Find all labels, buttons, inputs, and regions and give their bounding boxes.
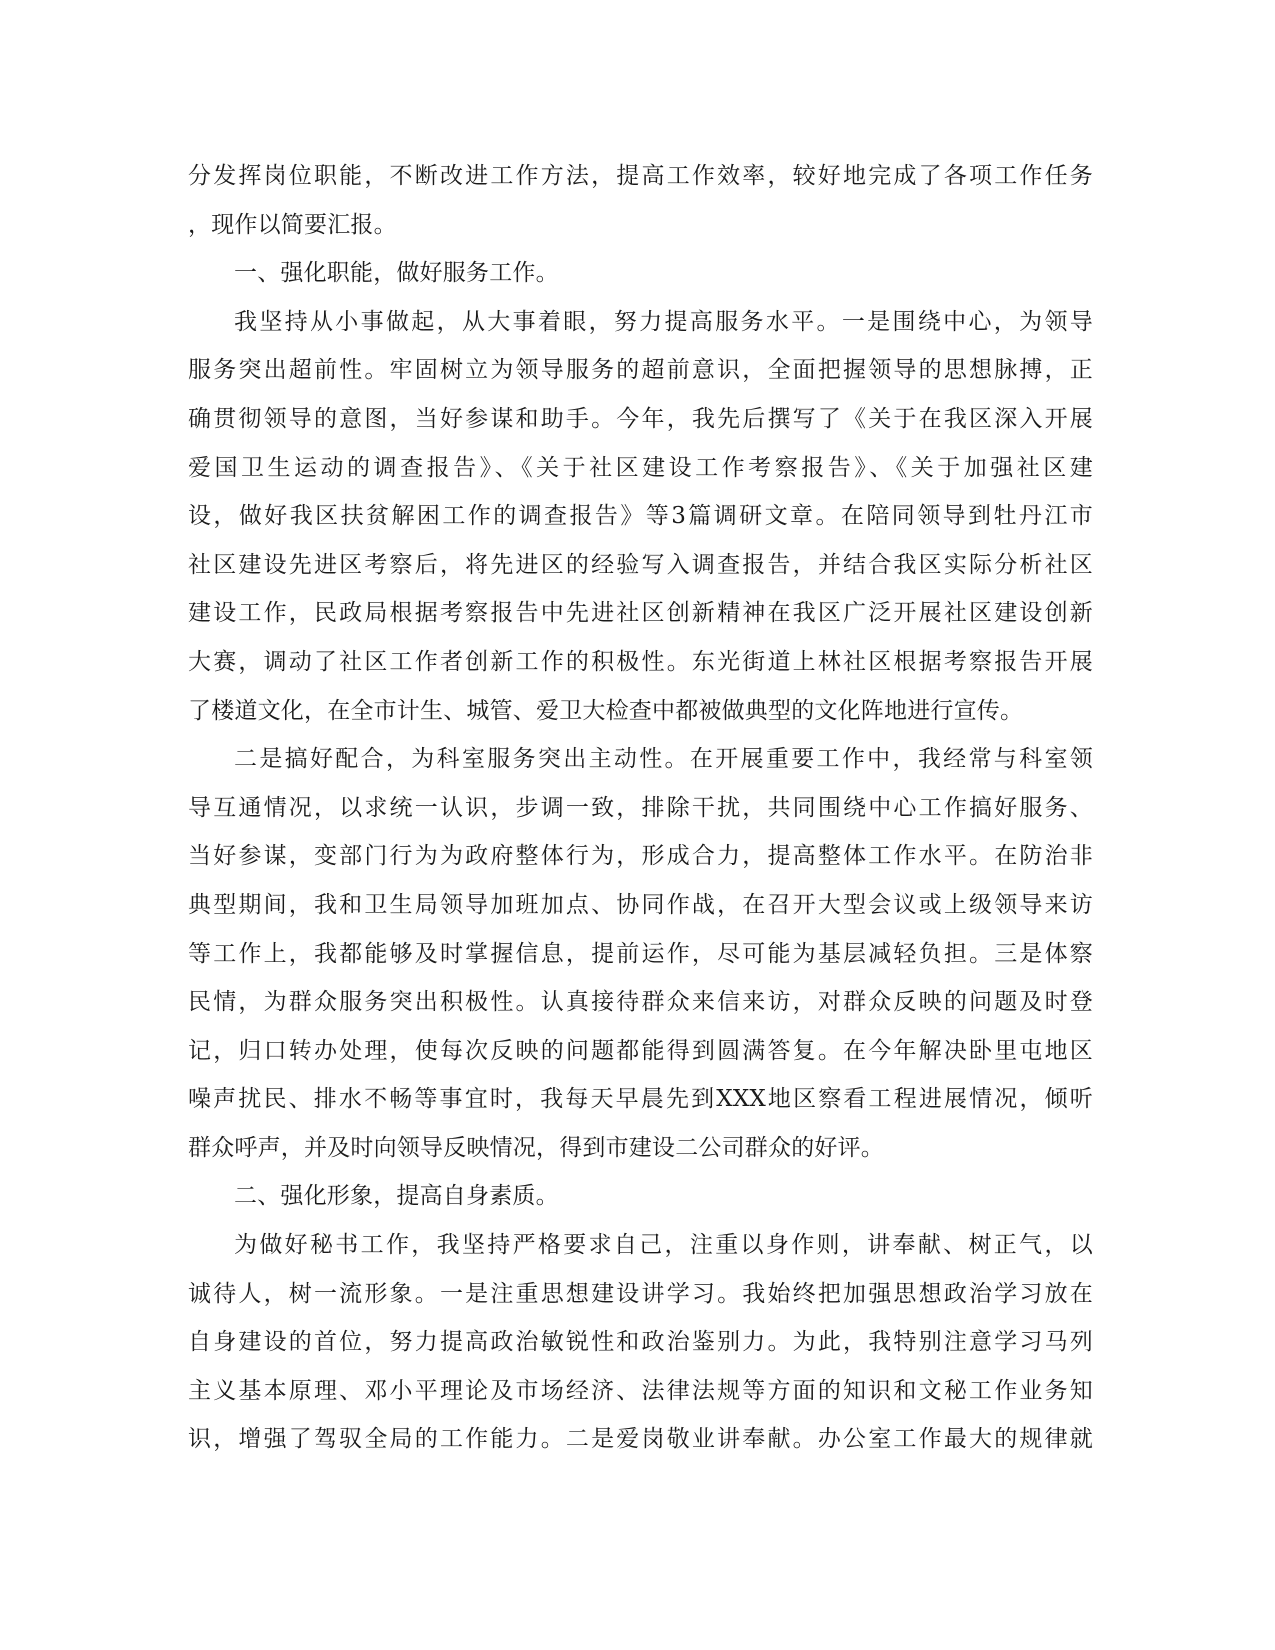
text-line: 等工作上，我都能够及时掌握信息，提前运作，尽可能为基层减轻负担。三是体察 <box>188 940 1093 967</box>
text-line: 诚待人，树一流形象。一是注重思想建设讲学习。我始终把加强思想政治学习放在 <box>188 1280 1093 1307</box>
text-line: 服务突出超前性。牢固树立为领导服务的超前意识，全面把握领导的思想脉搏，正 <box>188 357 1093 384</box>
text-line: 了楼道文化，在全市计生、城管、爱卫大检查中都被做典型的文化阵地进行宣传。 <box>188 697 1024 724</box>
text-line: 识，增强了驾驭全局的工作能力。二是爱岗敬业讲奉献。办公室工作最大的规律就 <box>188 1426 1093 1453</box>
text-line: 二是搞好配合，为科室服务突出主动性。在开展重要工作中，我经常与科室领 <box>234 746 1093 773</box>
text-line: 民情，为群众服务突出积极性。认真接待群众来信来访，对群众反映的问题及时登 <box>188 989 1093 1016</box>
text-line: 导互通情况，以求统一认识，步调一致，排除干扰，共同围绕中心工作搞好服务、 <box>188 794 1093 821</box>
text-line: 噪声扰民、排水不畅等事宜时，我每天早晨先到XXX地区察看工程进展情况，倾听 <box>188 1086 1093 1113</box>
text-line: 分发挥岗位职能，不断改进工作方法，提高工作效率，较好地完成了各项工作任务 <box>188 163 1093 189</box>
text-line: ，现作以简要汇报。 <box>188 211 397 238</box>
text-line: 为做好秘书工作，我坚持严格要求自己，注重以身作则，讲奉献、树正气，以 <box>234 1232 1093 1259</box>
text-line: 记，归口转办处理，使每次反映的问题都能得到圆满答复。在今年解决卧里屯地区 <box>188 1037 1093 1064</box>
text-line: 我坚持从小事做起，从大事着眼，努力提高服务水平。一是围绕中心，为领导 <box>234 308 1093 335</box>
text-line: 群众呼声，并及时向领导反映情况，得到市建设二公司群众的好评。 <box>188 1134 884 1161</box>
text-line: 大赛，调动了社区工作者创新工作的积极性。东光街道上林社区根据考察报告开展 <box>188 648 1093 675</box>
text-line: 自身建设的首位，努力提高政治敏锐性和政治鉴别力。为此，我特别注意学习马列 <box>188 1329 1093 1356</box>
text-line: 当好参谋，变部门行为为政府整体行为，形成合力，提高整体工作水平。在防治非 <box>188 843 1093 870</box>
text-line: 主义基本原理、邓小平理论及市场经济、法律法规等方面的知识和文秘工作业务知 <box>188 1377 1093 1404</box>
text-line: 二、强化形象，提高自身素质。 <box>234 1183 559 1210</box>
text-line: 建设工作，民政局根据考察报告中先进社区创新精神在我区广泛开展社区建设创新 <box>188 600 1093 627</box>
text-line: 社区建设先进区考察后，将先进区的经验写入调查报告，并结合我区实际分析社区 <box>188 551 1093 578</box>
document-body <box>188 152 1093 1464</box>
text-line: 爱国卫生运动的调查报告》、《关于社区建设工作考察报告》、《关于加强社区建 <box>188 454 1093 481</box>
text-line: 典型期间，我和卫生局领导加班加点、协同作战，在召开大型会议或上级领导来访 <box>188 891 1093 918</box>
text-line: 一、强化职能，做好服务工作。 <box>234 260 559 287</box>
text-line: 设，做好我区扶贫解困工作的调查报告》等3篇调研文章。在陪同领导到牡丹江市 <box>188 503 1093 530</box>
text-line: 确贯彻领导的意图，当好参谋和助手。今年，我先后撰写了《关于在我区深入开展 <box>188 405 1093 432</box>
